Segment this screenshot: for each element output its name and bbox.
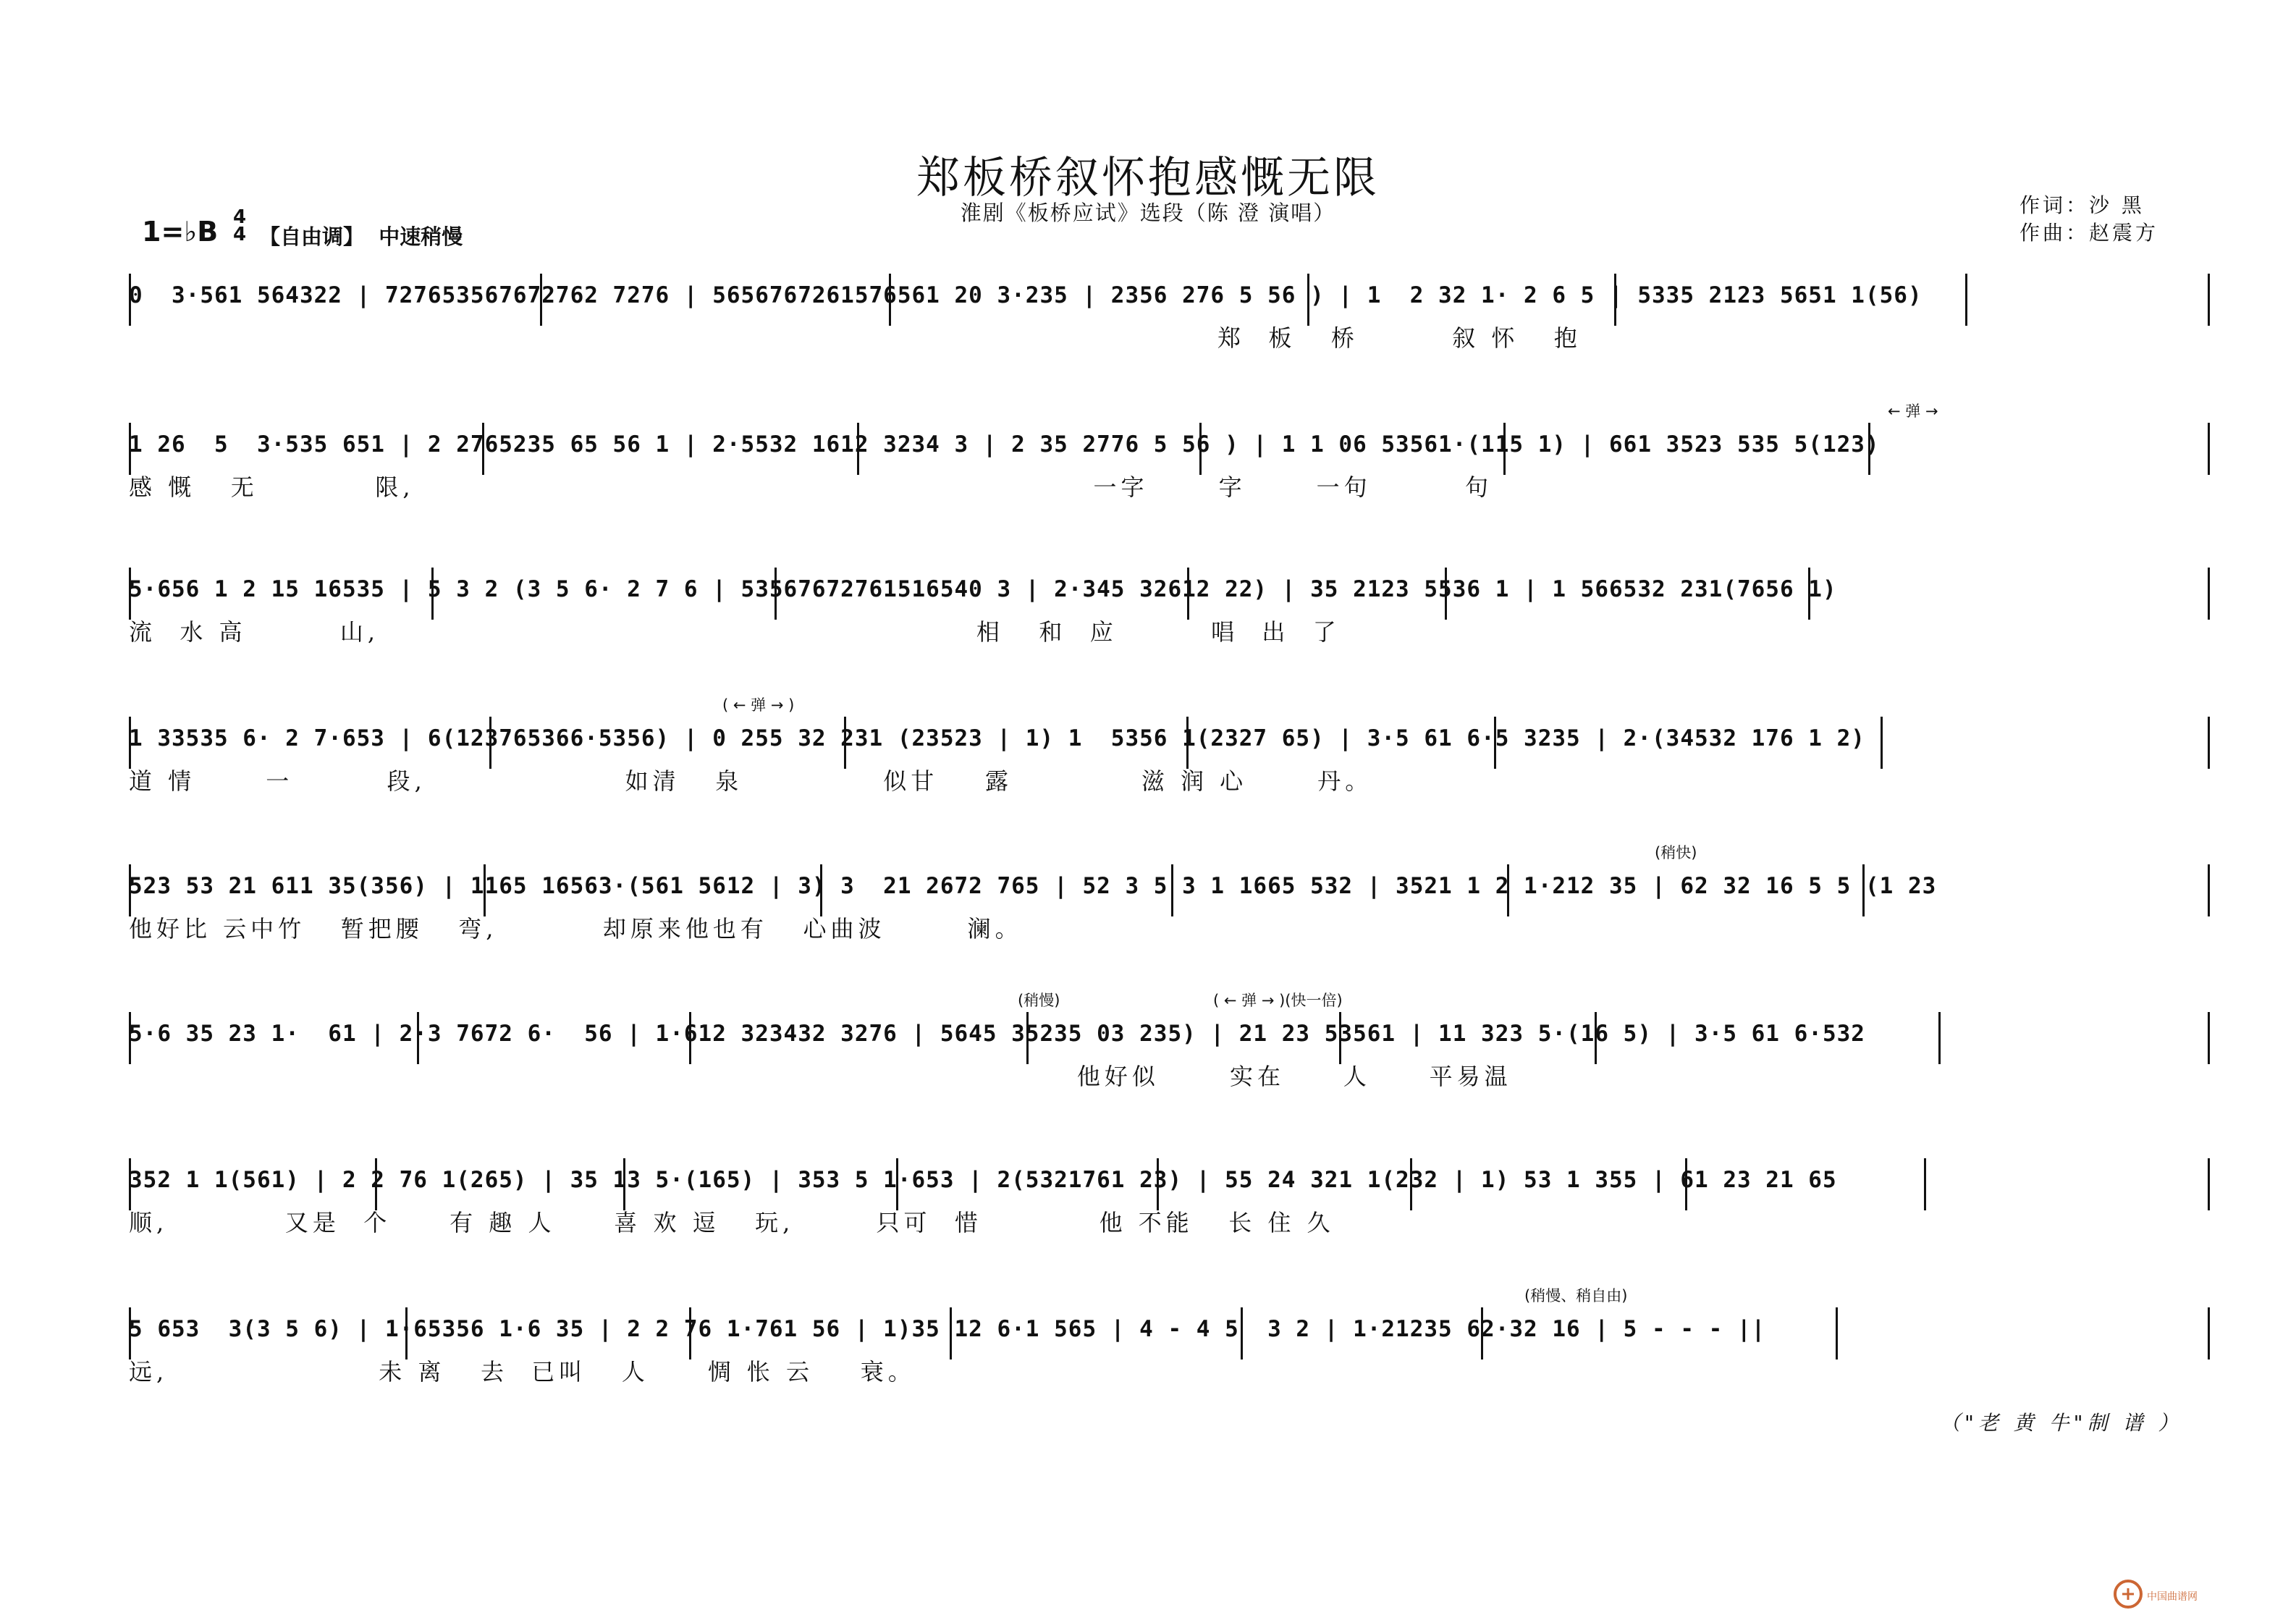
performance-annotation: ← 弹 → xyxy=(1888,402,1938,420)
key-signature: 1=♭B xyxy=(142,216,219,248)
jianpu-notes: 5·656 1 2 15 16535 | 5 3 2 (3 5 6· 2 7 6 | 53567672761516540 3 | 2·345 32612 22) | 35 2123 5536 1 | 1 566532 231(7656 1) xyxy=(129,576,1837,602)
score-subtitle: 淮剧《板桥应试》选段（陈 澄 演唱） xyxy=(960,201,1336,225)
logo-text: 中国曲谱网 xyxy=(2147,1591,2198,1603)
time-signature xyxy=(229,208,250,243)
tempo-mode: 【自由调】 中速稍慢 xyxy=(259,224,463,249)
lyrics-line: 他好比 云中竹 暂把腰 弯, 却原来他也有 心曲波 澜。 xyxy=(129,915,1023,943)
jianpu-notes: 1 33535 6· 2 7·653 | 6(123765366·5356) | 0 255 32 231 (23523 | 1) 1 5356 1(2327 65) | 3·5 61 6·5 3235 | 2·(34532 176 1 2) xyxy=(129,725,1865,751)
performance-annotation: (稍快) xyxy=(1655,844,1697,861)
score-row xyxy=(129,568,2213,712)
lyrics-line: 远, 未 离 去 已叫 人 惆 怅 云 衰。 xyxy=(129,1358,916,1386)
lyrics-line: 顺, 又是 个 有 趣 人 喜 欢 逗 玩, 只可 惜 他 不能 长 住 久 xyxy=(129,1209,1335,1236)
jianpu-notes: 523 53 21 611 35(356) | 1165 16563·(561 5612 | 3) 3 21 2672 765 | 52 3 5 3 1 1665 532 | 3521 1 2 1·212 35 | 62 32 16 5 5 (1 23 xyxy=(129,873,1937,899)
score-row xyxy=(129,992,2213,1157)
composer-credit: 作曲：赵震方 xyxy=(2019,221,2159,245)
score-row xyxy=(129,1287,2213,1452)
lyrics-line: 感 慨 无 限, 一字 字 一句 句 xyxy=(129,473,1493,501)
score-row xyxy=(129,696,2213,861)
time-signature-top: 4 xyxy=(232,206,247,228)
lyrics-line: 道 情 一 段, 如清 泉 似甘 露 滋 润 心 丹。 xyxy=(129,767,1373,795)
lyrics-line: 他好似 实在 人 平易温 xyxy=(129,1063,1512,1090)
performance-annotation: ( ← 弹 → ) xyxy=(722,696,795,714)
lyrics-line: 郑 板 桥 叙 怀 抱 xyxy=(129,324,1582,352)
score-row xyxy=(129,274,2213,418)
performance-annotation: ( ← 弹 → )(快一倍) xyxy=(1213,992,1343,1009)
jianpu-notes: 5·6 35 23 1· 61 | 2·3 7672 6· 56 | 1·612 323432 3276 | 5645 35235 03 235) | 21 23 53561 | 11 323 5·(16 5) | 3·5 61 6·532 xyxy=(129,1021,1865,1047)
footer-credit: （"老 黄 牛"制 谱 ） xyxy=(1940,1411,2183,1435)
time-signature-bottom: 4 xyxy=(232,224,247,245)
score-row xyxy=(129,1158,2213,1303)
score-title: 郑板桥叙怀抱感慨无限 xyxy=(916,153,1380,203)
score-row xyxy=(129,402,2213,568)
performance-annotation: (稍慢) xyxy=(1018,992,1060,1009)
jianpu-notes: 1 26 5 3·535 651 | 2 2765235 65 56 1 | 2·5532 1612 3234 3 | 2 35 2776 5 56 ) | 1 1 06 53561·(115 1) | 661 3523 535 5(123) xyxy=(129,431,1880,458)
jianpu-notes: 5 653 3(3 5 6) | 1·65356 1·6 35 | 2 2 76 1·761 56 | 1)35 12 6·1 565 | 4 - 4 5 3 2 | 1·21235 62·32 16 | 5 - - - || xyxy=(129,1316,1766,1342)
score-row xyxy=(129,844,2213,1009)
jianpu-notes: 352 1 1(561) | 2 2 76 1(265) | 35 13 5·(165) | 353 5 1·653 | 2(5321761 23) | 55 24 321 1(232 | 1) 53 1 355 | 61 23 21 65 xyxy=(129,1167,1837,1193)
jianpu-notes: 0 3·561 564322 | 727653567672762 7276 | 5656767261576561 20 3·235 | 2356 276 5 56 ) | 1 2 32 1· 2 6 5 | 5335 2123 5651 1(56) xyxy=(129,282,1923,308)
performance-annotation: (稍慢、稍自由) xyxy=(1524,1287,1628,1304)
lyricist-credit: 作词：沙 黑 xyxy=(2019,193,2145,217)
lyrics-line: 流 水 高 山, 相 和 应 唱 出 了 xyxy=(129,618,1341,646)
site-logo xyxy=(2112,1577,2271,1611)
